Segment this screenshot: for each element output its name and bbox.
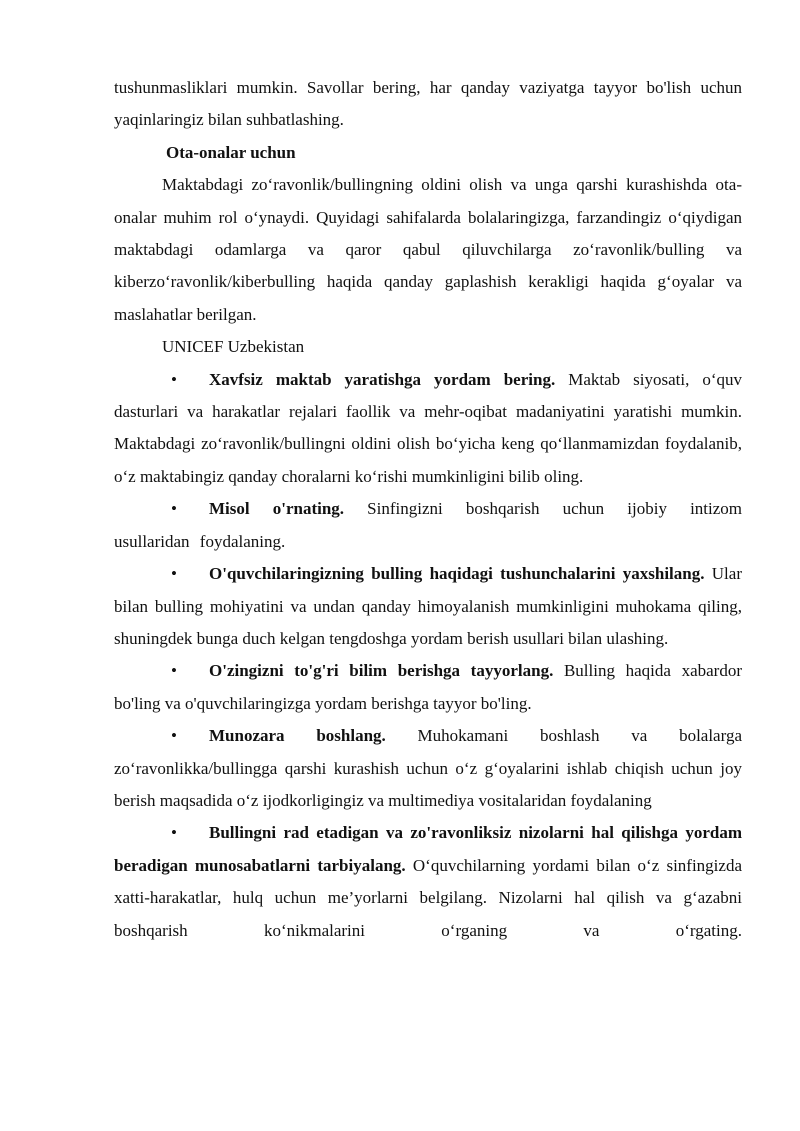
bullet-text: Muhokamani boshlash va bolalarga zo‘ravonlikka/bullingga qarshi kurashish uchun o‘z g‘oyalarini ishlab chiqish uchun joy berish maqsadida o‘z ijodkorligingiz va multimediya vositalaridan foydalaning bbox=[114, 726, 743, 810]
bullet-item-5 bbox=[114, 720, 742, 817]
source-line: UNICEF Uzbekistan bbox=[162, 337, 305, 357]
bullet-title: Xavfsiz maktab yaratishga yordam bering. bbox=[209, 369, 556, 389]
bullet-text: Bulling haqida xabardor bo'ling va o'quvchilaringizga yordam berishga tayyor bo'ling. bbox=[114, 661, 742, 713]
bullet-icon: • bbox=[171, 564, 177, 584]
bullet-text: Ular bilan bulling mohiyatini va undan qanday himoyalanish mumkinligini muhokama qiling, shuningdek bunga duch kelgan tengdoshga yordam berish usullari bilan ulashing. bbox=[114, 564, 742, 648]
bullet-title: Misol o'rnating. bbox=[209, 499, 345, 519]
bullet-icon: • bbox=[171, 369, 177, 389]
bullet-item-4 bbox=[114, 655, 742, 720]
bullet-icon: • bbox=[171, 661, 177, 681]
bullet-item-6 bbox=[114, 817, 742, 947]
bullet-item-3 bbox=[114, 558, 742, 655]
bullet-title: Bullingni rad etadigan va zo'ravonliksiz nizolarni hal qilishga yordam beradigan munosabatlarni tarbiyalang. bbox=[114, 823, 742, 875]
bullet-title: O'zingizni to'g'ri bilim berishga tayyorlang. bbox=[209, 661, 554, 681]
bullet-title: O'quvchilaringizning bulling haqidagi tushunchalarini yaxshilang. bbox=[209, 564, 705, 584]
bullet-icon: • bbox=[171, 499, 177, 519]
bullet-text: Sinfingizni boshqarish uchun ijobiy intizom usullaridan foydalaning. bbox=[114, 499, 743, 551]
bullet-item-1 bbox=[114, 364, 742, 494]
intro-continuation: tushunmasliklari mumkin. Savollar bering, har qanday vaziyatga tayyor bo'lish uchun yaqinlaringiz bilan suhbatlashing. bbox=[114, 78, 742, 130]
bullet-text: Maktab siyosati, o‘quv dasturlari va harakatlar rejalari faollik va mehr-oqibat madaniyatini yaratishi mumkin. Maktabdagi zo‘ravonlik/bullingni oldini olish bo‘yicha keng qo‘llanmamizdan foydalanib, o‘z maktabingiz qanday choralarni ko‘rishi mumkinligini bilib oling. bbox=[114, 369, 742, 486]
document-page bbox=[114, 72, 742, 947]
bullet-item-2 bbox=[114, 493, 742, 558]
bullet-text: O‘quvchilarning yordami bilan o‘z sinfingizda xatti-harakatlar, hulq uchun me’yorlarni belgilang. Nizolarni hal qilish va g‘azabni boshqarish ko‘nikmalarini o‘rganing va o‘rgating. bbox=[114, 855, 742, 940]
parents-paragraph: Maktabdagi zo‘ravonlik/bullingning oldini olish va unga qarshi kurashishda ota-onalar muhim rol o‘ynaydi. Quyidagi sahifalarda bolalaringizga, farzandingiz o‘qiydigan maktabdagi odamlarga va qaror qabul qiluvchilarga zo‘ravonlik/bulling va kiberzo‘ravonlik/kiberbulling haqida qanday gaplashish kerakligi haqida g‘oyalar va maslahatlar berilgan. bbox=[114, 175, 742, 324]
bullet-icon: • bbox=[171, 823, 177, 843]
bullet-icon: • bbox=[171, 726, 177, 746]
bullet-title: Munozara boshlang. bbox=[209, 726, 386, 746]
section-heading: Ota-onalar uchun bbox=[166, 142, 296, 162]
